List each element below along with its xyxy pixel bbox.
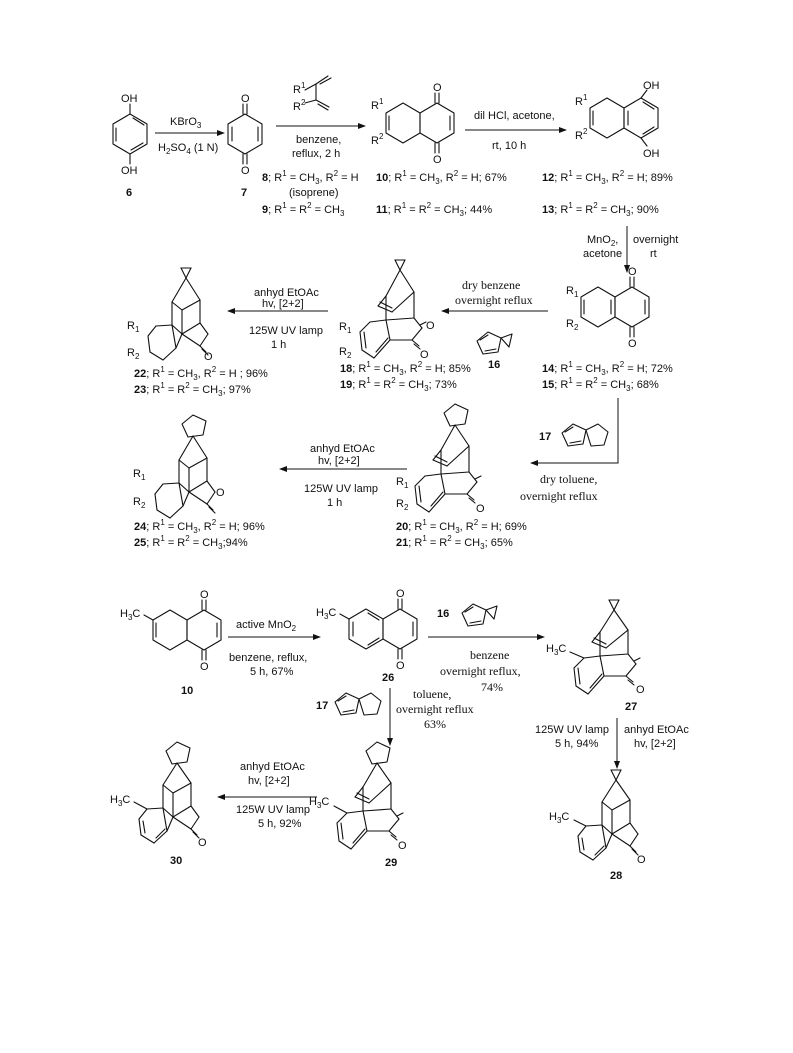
conditions-step3-line2: rt, 10 h [492, 140, 527, 152]
atom-o-26-bottom: O [396, 660, 405, 672]
atom-o-28: O [637, 854, 646, 866]
atom-o-10-top: O [433, 82, 442, 94]
atom-oh-bottom: OH [121, 165, 138, 177]
conditions-step11-line3: anhyd EtOAc [624, 724, 689, 736]
label-9: 9; $R^1 = R^2 = CH_3$ [262, 201, 345, 218]
conditions-step12-line1: toluene, [413, 687, 452, 701]
atom-h3c-30: $H_3C$ [110, 794, 131, 808]
structure-hydroquinone-12-13 [590, 90, 658, 146]
conditions-step6-line1: anhyd EtOAc [254, 287, 319, 299]
atom-oh-top: OH [121, 93, 138, 105]
conditions-step5-line2: overnight reflux [455, 293, 533, 307]
atom-h3c-10: $H_3C$ [120, 608, 141, 622]
reagent-acetone: acetone [583, 248, 623, 260]
atom-r2-22: $R_2$ [127, 347, 140, 361]
reagent-h2so4: $H_2SO_4$ (1 N) [158, 142, 219, 156]
conditions-step8-line3: 125W UV lamp [304, 483, 378, 495]
atom-h3c-27: $H_3C$ [546, 643, 567, 657]
compound-label-30: 30 [170, 855, 183, 867]
conditions-step12-line3: 63% [424, 717, 446, 731]
atom-r2-24: $R_2$ [133, 496, 146, 510]
atom-o-27: O [636, 684, 645, 696]
conditions-step9-line3: 5 h, 67% [250, 666, 294, 678]
conditions-step7-line1: dry toluene, [540, 472, 598, 486]
conditions-rt: rt [650, 248, 657, 260]
atom-r1-18: $R_1$ [339, 321, 352, 335]
compound-label-17: 17 [539, 431, 552, 443]
label-19: 19; $R^1 = R^2 = CH_3$; 73% [340, 376, 457, 393]
atom-o-14-top: O [628, 266, 637, 278]
label-14: 14; $R^1 = CH_3$, $R^2 = H$; 72% [542, 360, 673, 377]
atom-r1-20: $R_1$ [396, 476, 409, 490]
label-11: 11; $R^1 = R^2 = CH_3$; 44% [376, 201, 493, 218]
atom-r2-20: $R_2$ [396, 498, 409, 512]
label-20: 20; $R^1 = CH_3$, $R^2 = H$; 69% [396, 518, 527, 535]
atom-r2-10: $R^2$ [371, 132, 384, 147]
structure-dione-10 [144, 600, 221, 660]
conditions-step8-line1: anhyd EtOAc [310, 443, 375, 455]
atom-o-18b: O [420, 349, 429, 361]
conditions-step12-line2: overnight reflux [396, 702, 474, 716]
atom-o-7-top: O [241, 93, 250, 105]
atom-r1-14: $R_1$ [566, 285, 579, 299]
label-15: 15; $R^1 = R^2 = CH_3$; 68% [542, 376, 659, 393]
compound-label-6: 6 [126, 187, 133, 199]
structure-adduct-20-21 [415, 404, 481, 512]
atom-r2-12: $R^2$ [575, 127, 588, 142]
atom-o-30: O [198, 837, 207, 849]
atom-oh-12-top: OH [643, 80, 660, 92]
atom-r1-24: $R_1$ [133, 468, 146, 482]
structure-adduct-18-19 [360, 260, 426, 358]
structure-cage-30 [134, 742, 199, 843]
compound-label-29: 29 [385, 857, 398, 869]
conditions-step7-line2: overnight reflux [520, 489, 598, 503]
label-12: 12; $R^1 = CH_3$, $R^2 = H$; 89% [542, 169, 673, 186]
structure-spirodiene-17b [335, 693, 381, 715]
atom-r1-diene: $R^1$ [293, 81, 306, 96]
label-isoprene: (isoprene) [289, 187, 339, 199]
label-22: 22; $R^1 = CH_3$, $R^2 = H$ ; 96% [134, 365, 268, 382]
compound-label-28: 28 [610, 870, 623, 882]
atom-r2-18: $R_2$ [339, 346, 352, 360]
conditions-step10-line1: benzene [470, 648, 510, 662]
atom-o-26-top: O [396, 588, 405, 600]
atom-oh-12-bottom: OH [643, 148, 660, 160]
label-8: 8; $R^1 = CH_3$, $R^2 = H$ [262, 169, 359, 186]
atom-o-18: O [426, 320, 435, 332]
compound-label-27: 27 [625, 701, 638, 713]
structure-cage-24-25 [155, 415, 215, 518]
atom-h3c-28: $H_3C$ [549, 811, 570, 825]
conditions-step8-line2: hv, [2+2] [318, 455, 360, 467]
atom-r2-diene: $R^2$ [293, 98, 306, 113]
conditions-step2-line2: reflux, 2 h [292, 148, 341, 160]
conditions-step8-line4: 1 h [327, 497, 343, 509]
structure-spirodiene-16 [477, 332, 512, 354]
structure-spirodiene-17 [562, 424, 608, 446]
compound-label-16b: 16 [437, 608, 450, 620]
conditions-step2-line1: benzene, [296, 134, 342, 146]
structure-adduct-27 [570, 600, 640, 694]
structure-spirodiene-16b [462, 604, 497, 626]
atom-h3c-29: $H_3C$ [309, 796, 330, 810]
reagent-mno2: MnO$_2$, [587, 234, 619, 248]
conditions-step10-line3: 74% [481, 680, 503, 694]
label-25: 25; $R^1 = R^2$ = $CH_3;94\%$ [134, 534, 248, 551]
label-23: 23; $R^1 = R^2 = CH_3$; 97% [134, 381, 251, 398]
label-24: 24; $R^1 = CH_3$, $R^2 = H$; 96% [134, 518, 265, 535]
atom-o-29: O [398, 840, 407, 852]
conditions-step9-line2: benzene, reflux, [229, 652, 308, 664]
atom-r1-12: $R^1$ [575, 93, 588, 108]
reagent-active-mno2: active MnO$_2$ [236, 619, 297, 633]
atom-o-22: O [204, 351, 213, 363]
conditions-step13-line4: 5 h, 92% [258, 818, 302, 830]
atom-o-20: O [476, 503, 485, 515]
conditions-step11-line1: 125W UV lamp [535, 724, 609, 736]
structure-cage-28 [574, 770, 638, 860]
structure-cage-22-23 [148, 268, 208, 360]
label-21: 21; $R^1 = R^2 = CH_3$; 65% [396, 534, 513, 551]
conditions-step13-line2: hv, [2+2] [248, 775, 290, 787]
conditions-step13-line3: 125W UV lamp [236, 804, 310, 816]
conditions-step11-line2: 5 h, 94% [555, 738, 599, 750]
label-18: 18; $R^1 = CH_3$, $R^2 = H$; 85% [340, 360, 471, 377]
atom-r1-22: $R_1$ [127, 320, 140, 334]
label-10: 10; $R^1 = CH_3$, $R^2 = H$; 67% [376, 169, 507, 186]
conditions-step6-line4: 1 h [271, 339, 287, 351]
compound-label-16: 16 [488, 359, 501, 371]
compound-label-26: 26 [382, 672, 395, 684]
conditions-step6-line3: 125W UV lamp [249, 325, 323, 337]
atom-r1-10: $R^1$ [371, 97, 384, 112]
conditions-step6-line2: hv, [2+2] [262, 298, 304, 310]
atom-o-10s-top: O [200, 589, 209, 601]
structure-adduct-29 [334, 742, 403, 849]
atom-o-7-bottom: O [241, 165, 250, 177]
compound-label-17b: 17 [316, 700, 329, 712]
reagent-kbro3: KBrO$_3$ [170, 116, 202, 130]
compound-label-10: 10 [181, 685, 194, 697]
structure-adduct-10-11 [386, 93, 454, 153]
structure-hydroquinone-6 [113, 104, 147, 164]
atom-o-24: O [216, 487, 225, 499]
structure-naphthoquinone-26 [340, 599, 417, 659]
atom-r2-14: $R_2$ [566, 318, 579, 332]
compound-label-7: 7 [241, 187, 248, 199]
structure-diene-8-9 [305, 76, 331, 110]
label-13: 13; $R^1 = R^2 = CH_3$; 90% [542, 201, 659, 218]
conditions-step5-line1: dry benzene [462, 278, 521, 292]
atom-o-10-bottom: O [433, 154, 442, 166]
conditions-step13-line1: anhyd EtOAc [240, 761, 305, 773]
conditions-step3-line1: dil HCl, acetone, [474, 110, 555, 122]
structure-naphthoquinone-14-15 [581, 277, 649, 337]
atom-o-14-bottom: O [628, 338, 637, 350]
conditions-step10-line2: overnight reflux, [440, 664, 521, 678]
conditions-overnight: overnight [633, 234, 679, 246]
conditions-step11-line4: hv, [2+2] [634, 738, 676, 750]
atom-o-10s-bottom: O [200, 661, 209, 673]
atom-h3c-26: $H_3C$ [316, 607, 337, 621]
structure-benzoquinone-7 [228, 104, 262, 164]
